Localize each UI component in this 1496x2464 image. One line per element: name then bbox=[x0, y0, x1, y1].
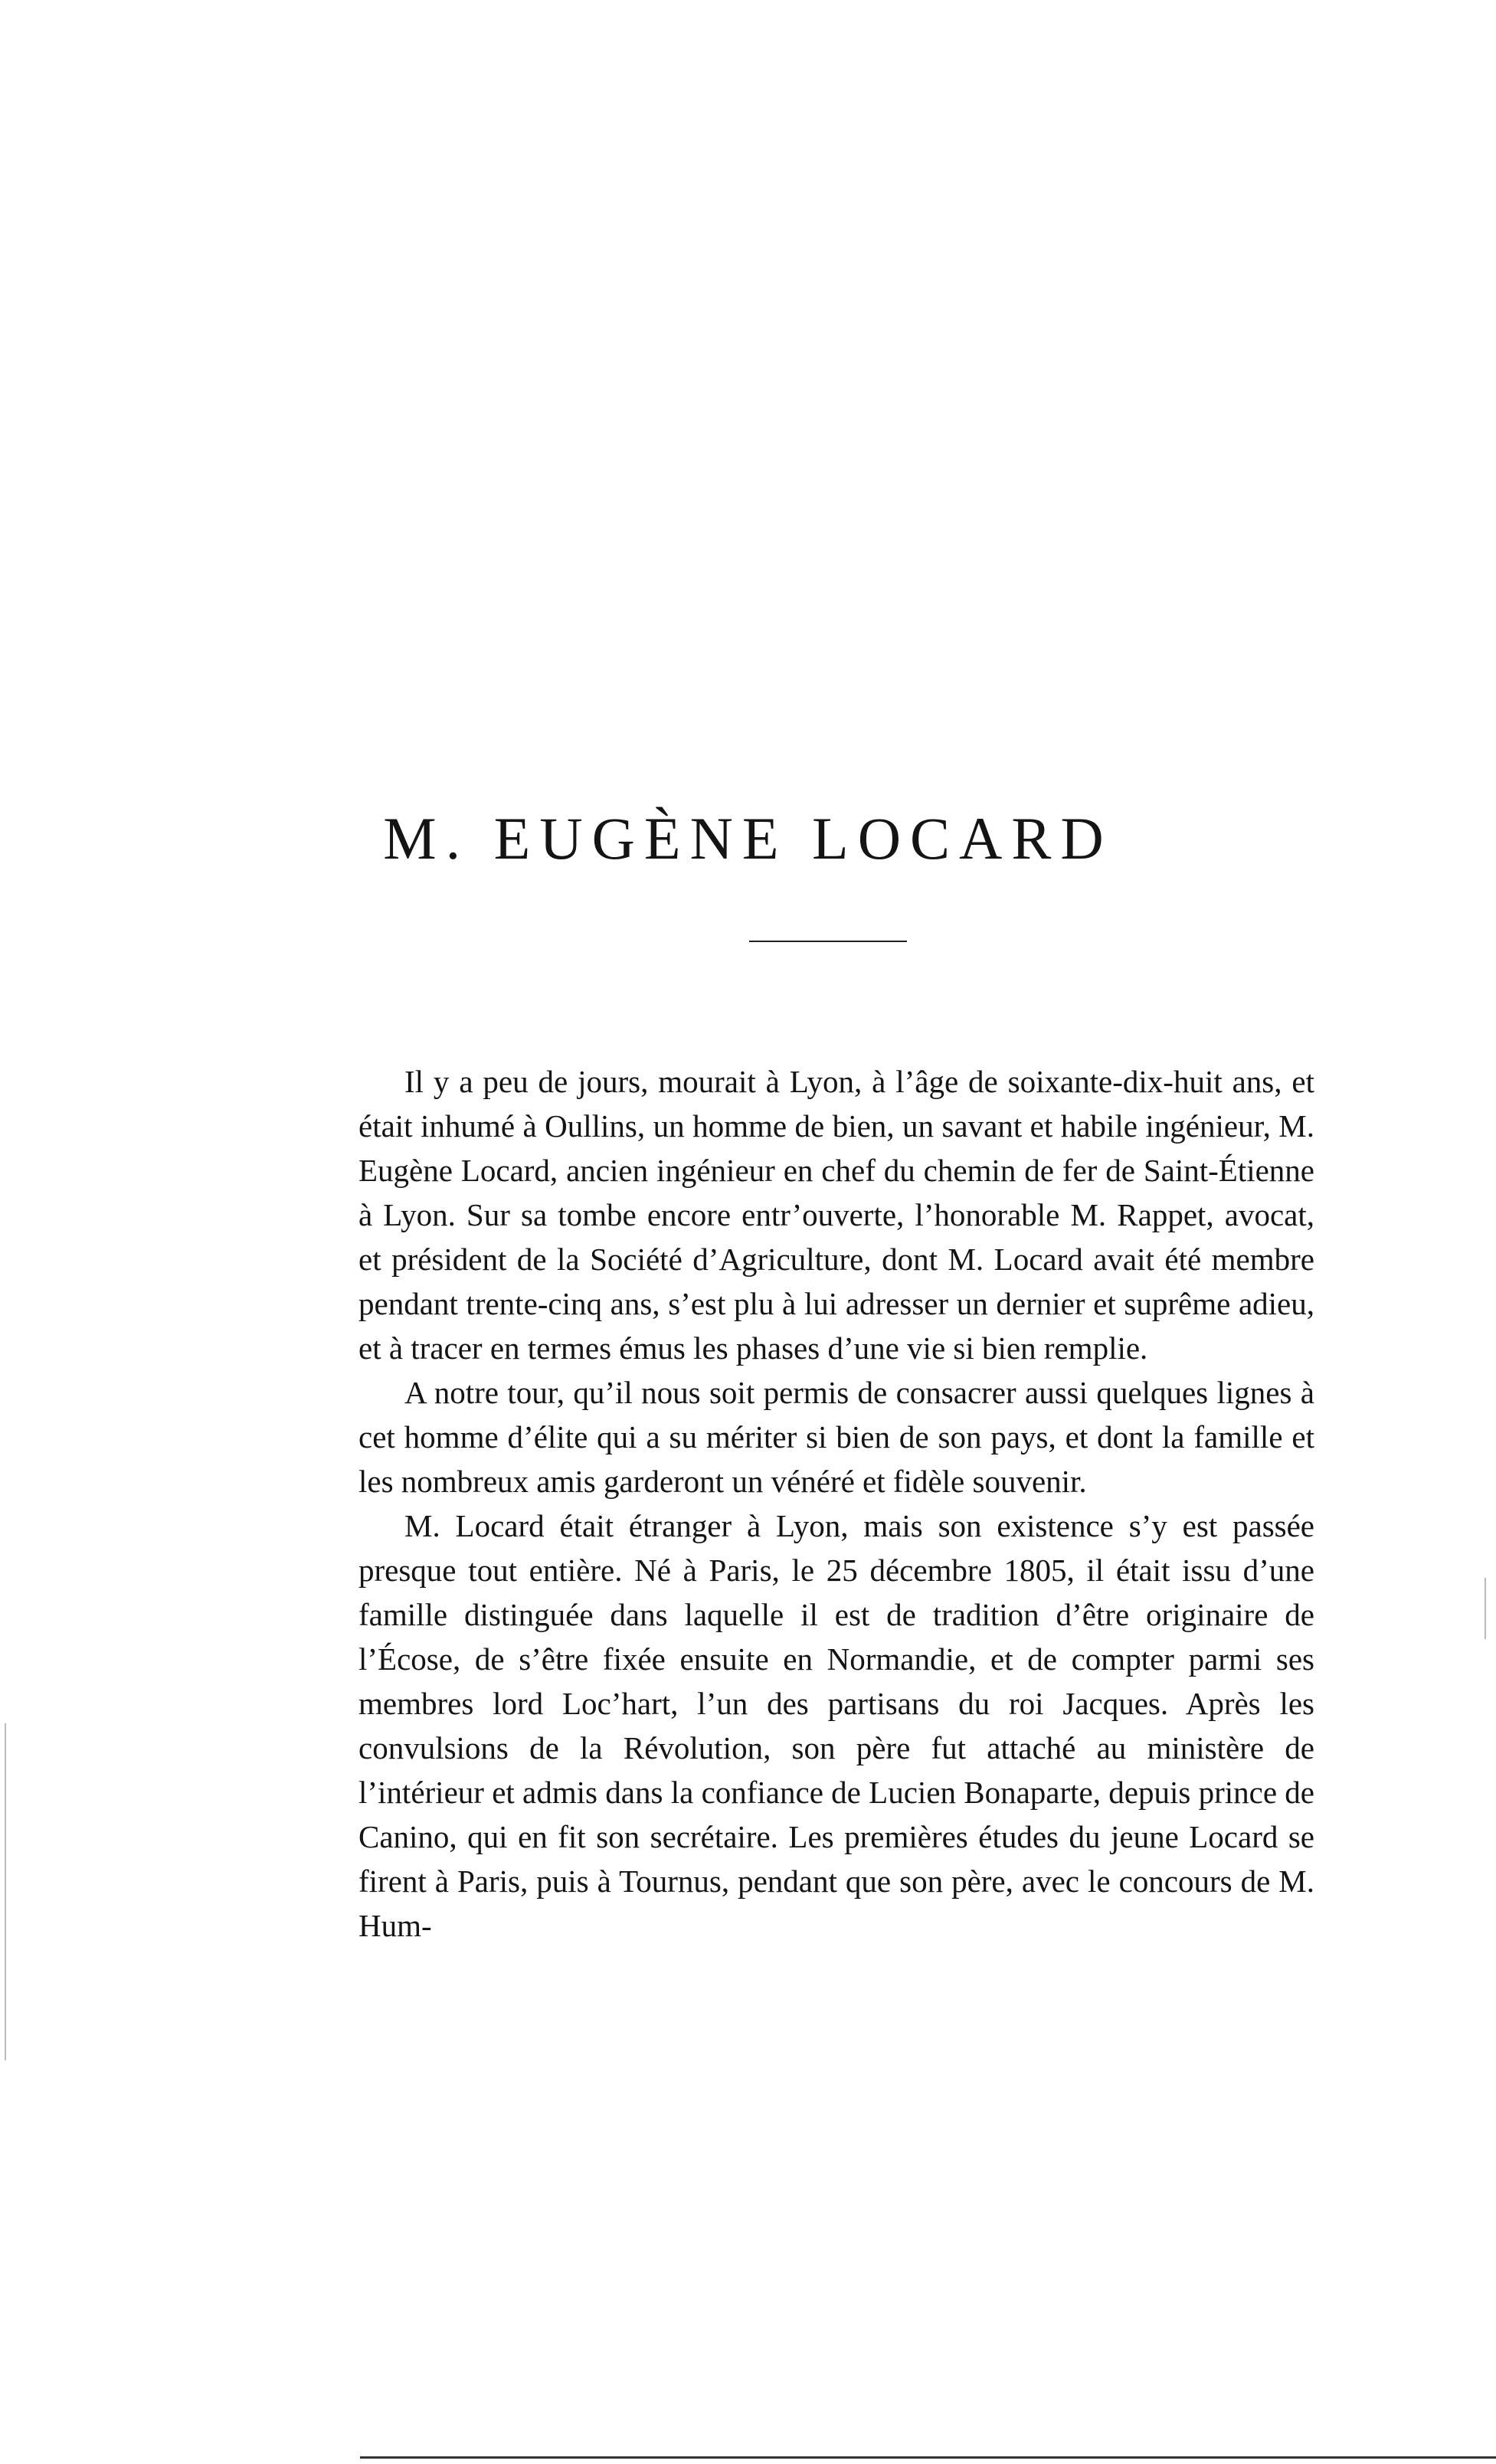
page-title: M. EUGÈNE LOCARD bbox=[383, 805, 1113, 872]
paragraph-1: Il y a peu de jours, mourait à Lyon, à l’âge de soixante-dix-huit ans, et était inhumé à Oullins, un homme de bien, un savant et habile ingénieur, M. Eugène Locard, ancien ingénieur en chef du chemin de fer de Saint-Étienne à Lyon. Sur sa tombe encore entr’ouverte, l’honorable M. Rappet, avocat, et président de la Société d’Agriculture, dont M. Locard avait été membre pendant trente-cinq ans, s’est plu à lui adresser un dernier et suprême adieu, et à tracer en termes émus les phases d’une vie si bien remplie. bbox=[358, 1064, 1314, 1366]
scan-margin-mark bbox=[1485, 1578, 1486, 1639]
title-divider bbox=[749, 941, 907, 942]
body-text bbox=[358, 1059, 1314, 1948]
page-bottom-edge bbox=[360, 2456, 1496, 2459]
paragraph-3: M. Locard était étranger à Lyon, mais son existence s’y est passée presque tout entière. Né à Paris, le 25 décembre 1805, il était issu d’une famille distinguée dans laquelle il est de tradition d’être originaire de l’Écose, de s’être fixée ensuite en Normandie, et de compter parmi ses membres lord Loc’hart, l’un des partisans du roi Jacques. Après les convulsions de la Révolution, son père fut attaché au ministère de l’intérieur et admis dans la confiance de Lucien Bonaparte, depuis prince de Canino, qui en fit son secrétaire. Les premières études du jeune Locard se firent à Paris, puis à Tournus, pendant que son père, avec le concours de M. Hum- bbox=[358, 1508, 1314, 1943]
scan-margin-mark bbox=[5, 1723, 6, 2060]
paragraph-2: A notre tour, qu’il nous soit permis de consacrer aussi quelques lignes à cet homme d’élite qui a su mériter si bien de son pays, et dont la famille et les nombreux amis garderont un vénéré et fidèle souvenir. bbox=[358, 1375, 1314, 1499]
